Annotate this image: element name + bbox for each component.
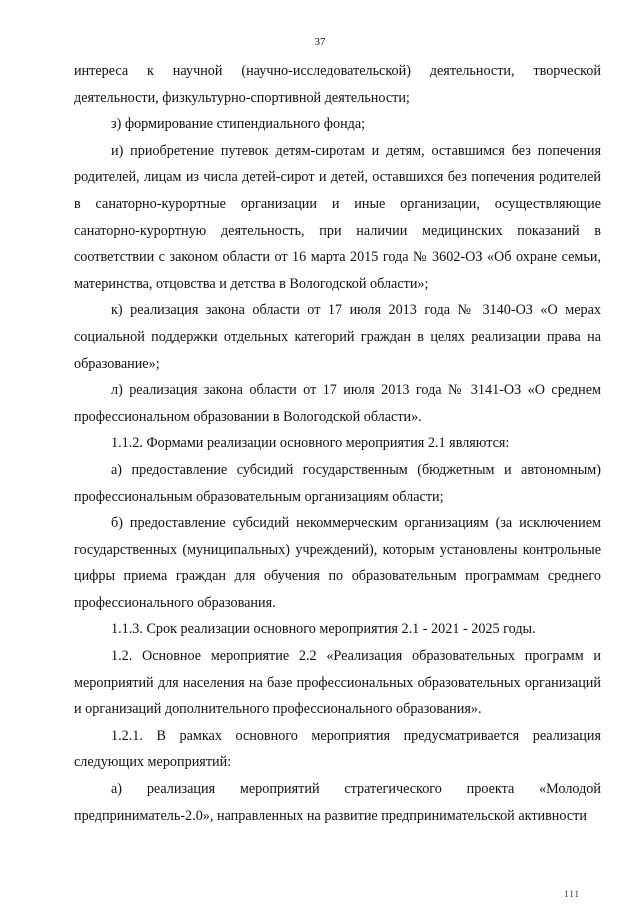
paragraph: 1.2.1. В рамках основного мероприятия предусматривается реализация следующих мероприятий: xyxy=(74,727,601,771)
paragraph: к) реализация закона области от 17 июля 2013 года № 3140-ОЗ «О мерах социальной поддержки отдельных категорий граждан в целях реализации права на образование»; xyxy=(74,302,601,372)
paragraph: 1.2. Основное мероприятие 2.2 «Реализация образовательных программ и мероприятий для населения на базе профессиональных образовательных организаций и организаций дополнительного профессионального образования». xyxy=(74,648,601,718)
paragraph: и) приобретение путевок детям-сиротам и детям, оставшимся без попечения родителей, лицам из числа детей-сирот и детей, оставшихся без попечения родителей в санаторно-курортные организации и иные организации, осуществляющие санаторно-курортную деятельность, при наличии медицинских показаний в соответствии с законом области от 16 марта 2015 года № 3602-ОЗ «Об охране семьи, материнства, отцовства и детства в Вологодской области»; xyxy=(74,142,601,292)
paragraph: б) предоставление субсидий некоммерческим организациям (за исключением государственных (муниципальных) учреждений), которым установлены контрольные цифры приема граждан для обучения по образовательным программам среднего профессионального образования. xyxy=(74,515,601,611)
paragraph: з) формирование стипендиального фонда; xyxy=(111,116,366,133)
page-number: 37 xyxy=(314,36,326,48)
paragraph: 1.1.2. Формами реализации основного мероприятия 2.1 являются: xyxy=(111,435,510,452)
document-body xyxy=(74,58,601,829)
paragraph: 1.1.3. Срок реализации основного мероприятия 2.1 - 2021 - 2025 годы. xyxy=(111,621,536,638)
paragraph: интереса к научной (научно-исследовательской) деятельности, творческой деятельности, физкультурно-спортивной деятельности; xyxy=(74,63,601,106)
paragraph: а) предоставление субсидий государственным (бюджетным и автономным) профессиональным образовательным организациям области; xyxy=(74,461,601,505)
paragraph: л) реализация закона области от 17 июля 2013 года № 3141-ОЗ «О среднем профессиональном образовании в Вологодской области». xyxy=(74,382,601,425)
footer-mark: 111 xyxy=(564,889,580,899)
paragraph: а) реализация мероприятий стратегического проекта «Молодой предприниматель-2.0», направленных на развитие предпринимательской активности xyxy=(74,781,601,824)
